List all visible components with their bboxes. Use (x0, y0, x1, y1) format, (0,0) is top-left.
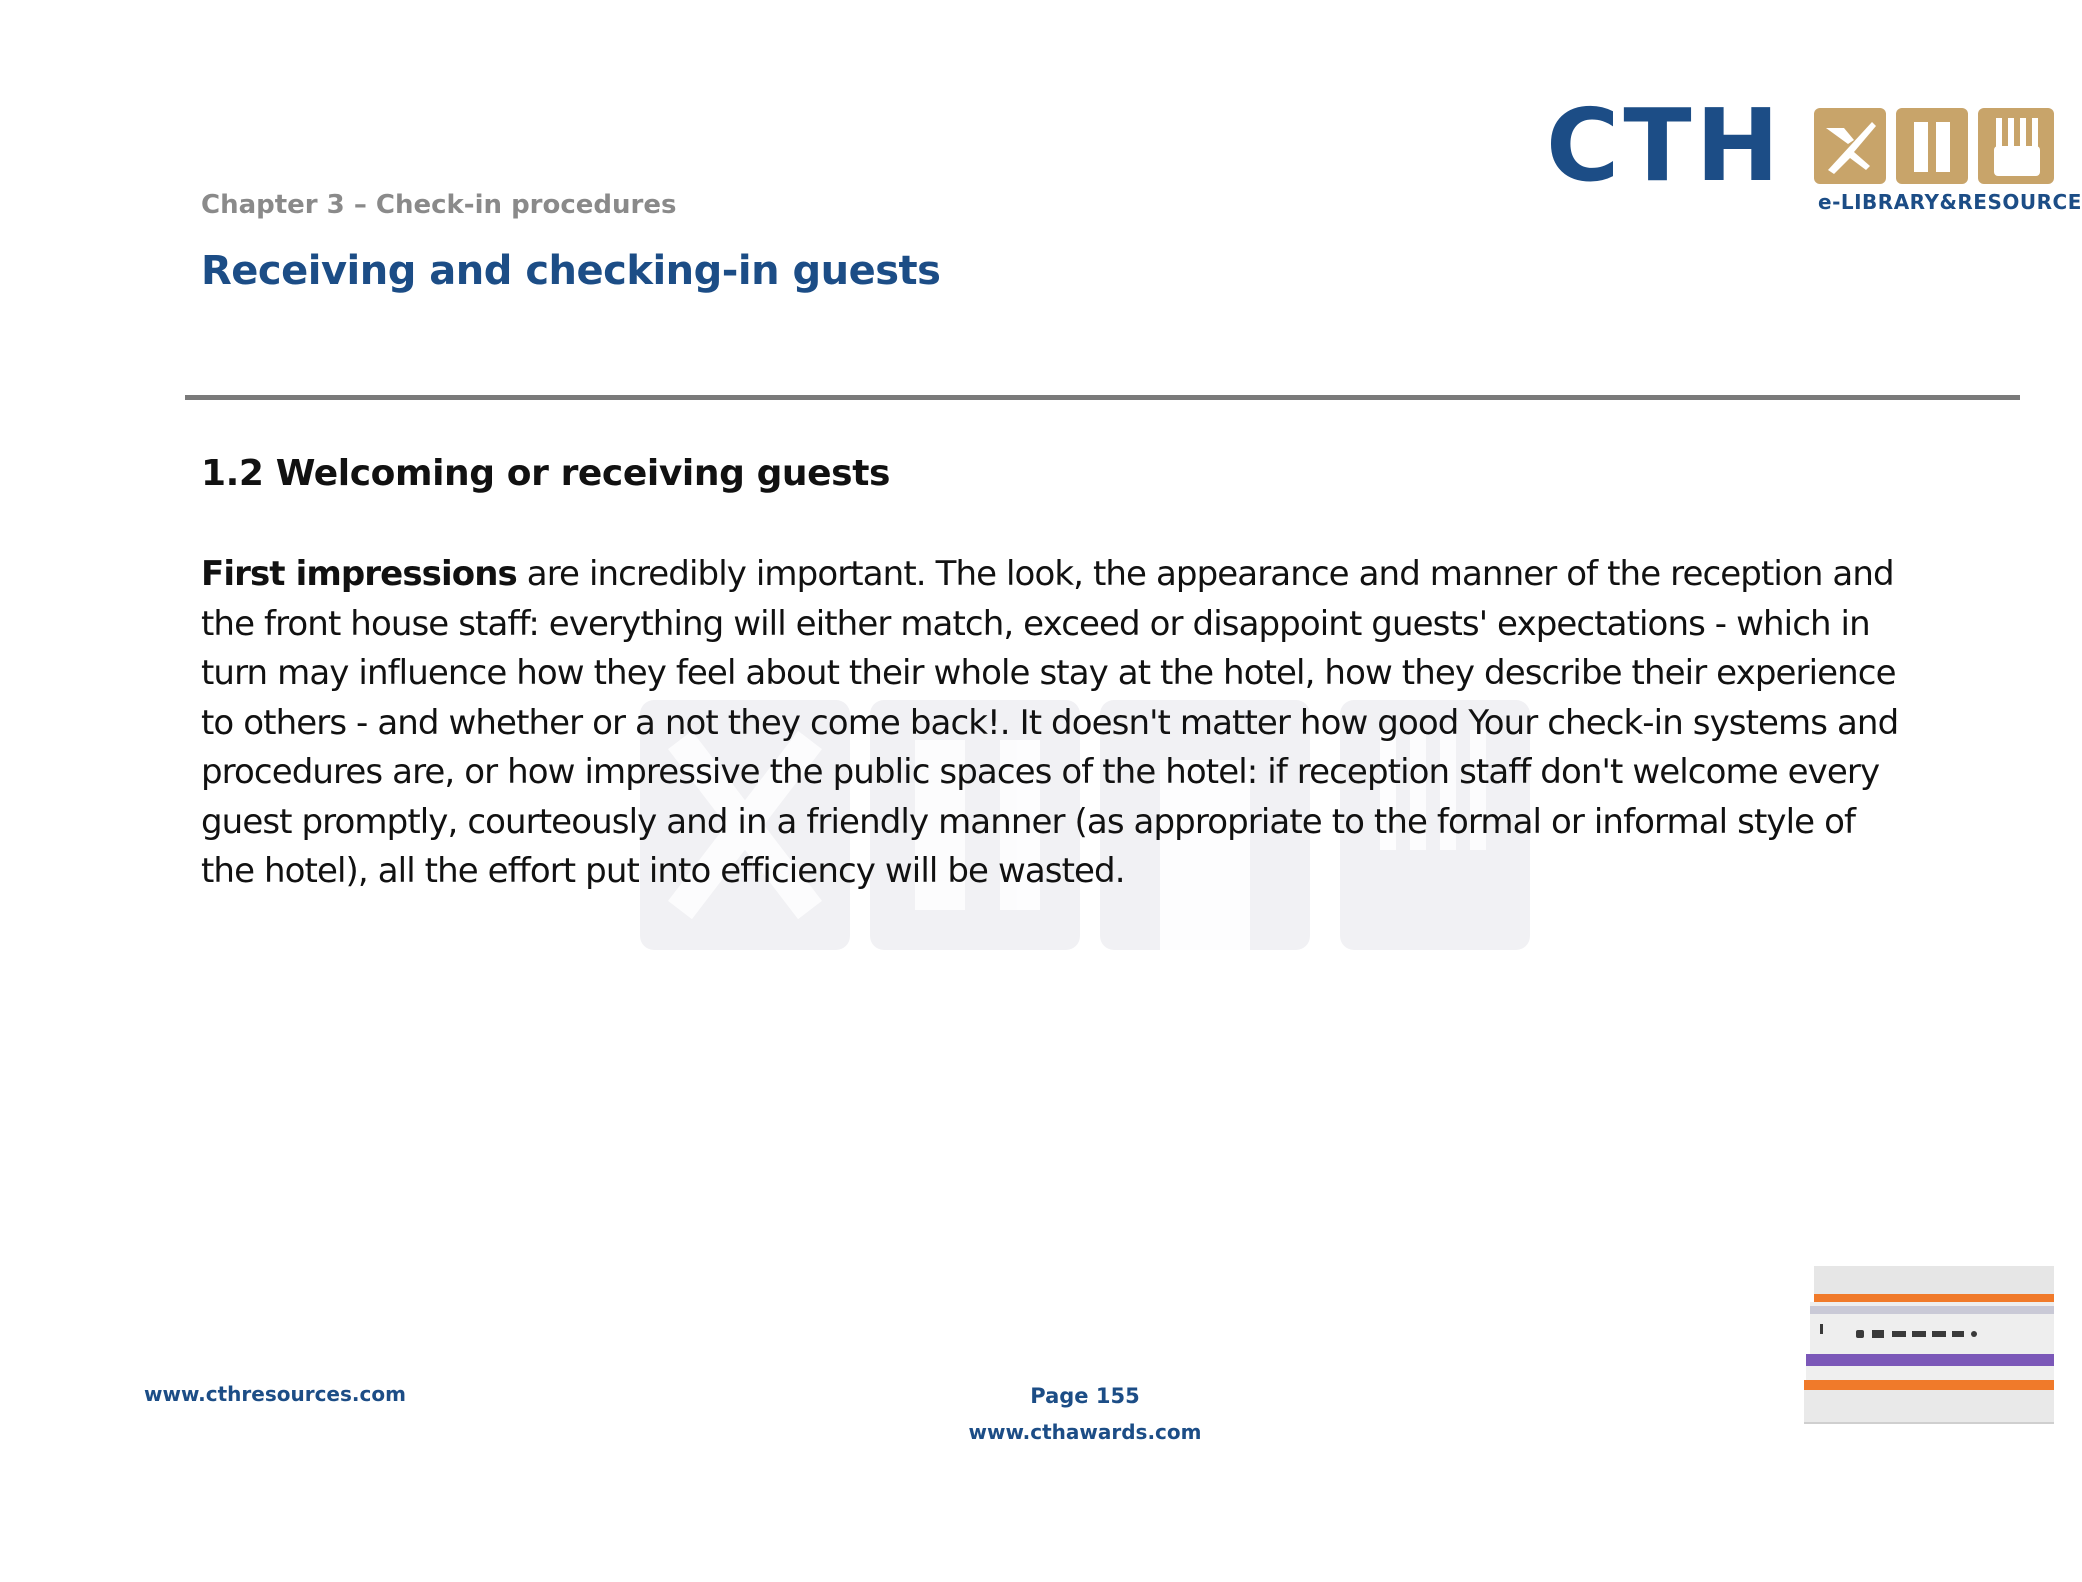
cth-logo (1546, 87, 2082, 226)
page-number: Page 155 (1030, 1384, 1140, 1408)
logo-tiles (1814, 108, 2054, 184)
paragraph-line (201, 550, 2001, 600)
footer-center (935, 1383, 1235, 1444)
chapter-label: Chapter 3 – Check-in procedures (201, 190, 677, 220)
footer-awards-link[interactable]: www.cthawards.com (968, 1420, 1202, 1444)
section-heading: 1.2 Welcoming or receiving guests (201, 453, 891, 494)
paragraph-line: procedures are, or how impressive the public spaces of the hotel: if reception staff don't welcome every (201, 752, 1880, 792)
paragraph-line: to others - and whether or a not they come back!. It doesn't matter how good Your check-in systems and (201, 702, 1899, 743)
paragraph-line: the hotel), all the effort put into efficiency will be wasted. (201, 851, 1125, 891)
logo-wordmark: CTH (1546, 87, 1784, 204)
paragraph-line-text: are incredibly important. The look, the appearance and manner of the reception and (516, 554, 1894, 594)
footer-resources-link[interactable]: www.cthresources.com (144, 1382, 406, 1406)
books-stack-illustration (1800, 1262, 2048, 1432)
lead-bold-phrase: First impressions (201, 554, 517, 594)
page-title: Receiving and checking-in guests (201, 248, 941, 294)
header-divider (185, 395, 2020, 400)
body-paragraph (201, 550, 2001, 897)
paragraph-line: turn may influence how they feel about their whole stay at the hotel, how they describe their experience (201, 653, 1896, 693)
paragraph-line: guest promptly, courteously and in a friendly manner (as appropriate to the formal or informal style of (201, 801, 1856, 842)
logo-tagline: e-LIBRARY&RESOURCE (1818, 190, 2082, 214)
paragraph-line: the front house staff: everything will either match, exceed or disappoint guests' expectations - which in (201, 603, 1870, 644)
